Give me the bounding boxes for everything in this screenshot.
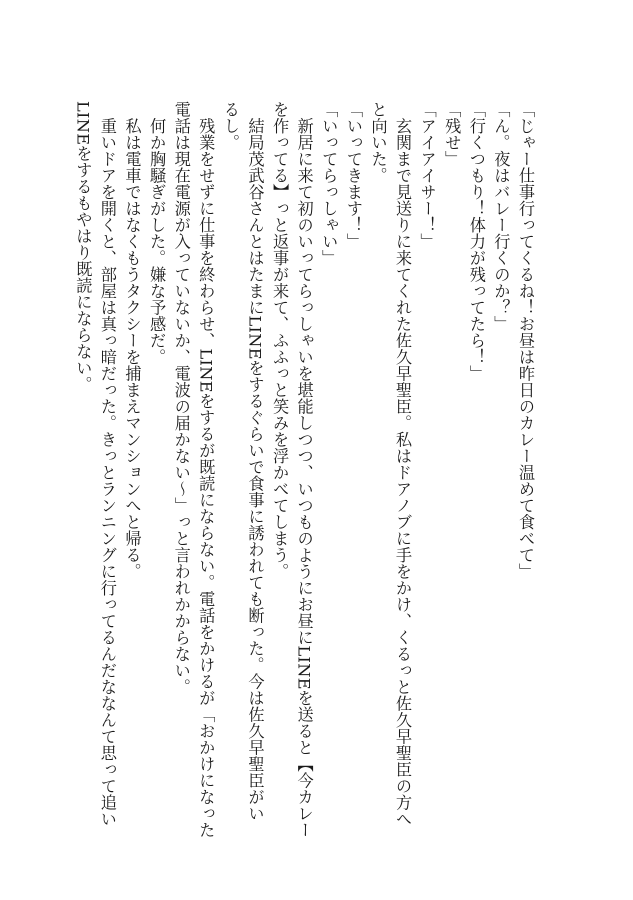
text-line: 重いドアを開くと、部屋は真っ暗だった。きっとランニングに行ってるんだななんて思って追い: [97, 101, 117, 827]
text-line: 「行くつもり！体力が残ってたら！」: [466, 101, 486, 382]
text-line: 「残せ」: [442, 101, 462, 167]
text-line: 新居に来て初のいってらっしゃいを堪能しつつ、いつものようにお昼にLINEを送ると【今カレー: [294, 101, 314, 839]
text-line: 結局茂武谷さんとはたまにLINEをするぐらいで食事に誘われても断った。今は佐久早聖臣がい: [245, 101, 265, 822]
text-line: るし。: [220, 101, 240, 151]
text-line: と向いた。: [368, 101, 388, 184]
text-line: 「アイアイサー！」: [417, 101, 437, 250]
vertical-text-body: [70, 101, 537, 839]
text-line: を作ってる】っと返事が来て、ふふっと笑みを浮かべてしまう。: [270, 101, 290, 580]
text-line: 「ん。夜はバレー行くのか？」: [491, 101, 511, 332]
text-line: 「じゃー仕事行ってくるね！お昼は昨日のカレー温めて食べて」: [516, 101, 535, 580]
text-line: 何か胸騒ぎがした。嫌な予感だ。: [147, 101, 167, 365]
text-line: 「いってきます！」: [343, 101, 363, 250]
text-line: 玄関まで見送りに来てくれた佐久早聖臣。私はドアノブに手をかけ、くるっと佐久早聖臣の方へ: [393, 101, 413, 827]
text-line: 残業をせずに仕事を終わらせ、LINEをするが既読にならない。電話をかけるが「おかけになった: [196, 101, 216, 839]
text-line: 電話は現在電源が入っていないか、電波の届かない～」っと言われかからない。: [171, 101, 191, 695]
text-line: 私は電車ではなくもうタクシーを捕まえマンションへと帰る。: [122, 101, 142, 580]
text-line: 「いってらっしゃい」: [319, 101, 339, 266]
text-line: LINEをするもやはり既読にならない。: [73, 101, 93, 393]
